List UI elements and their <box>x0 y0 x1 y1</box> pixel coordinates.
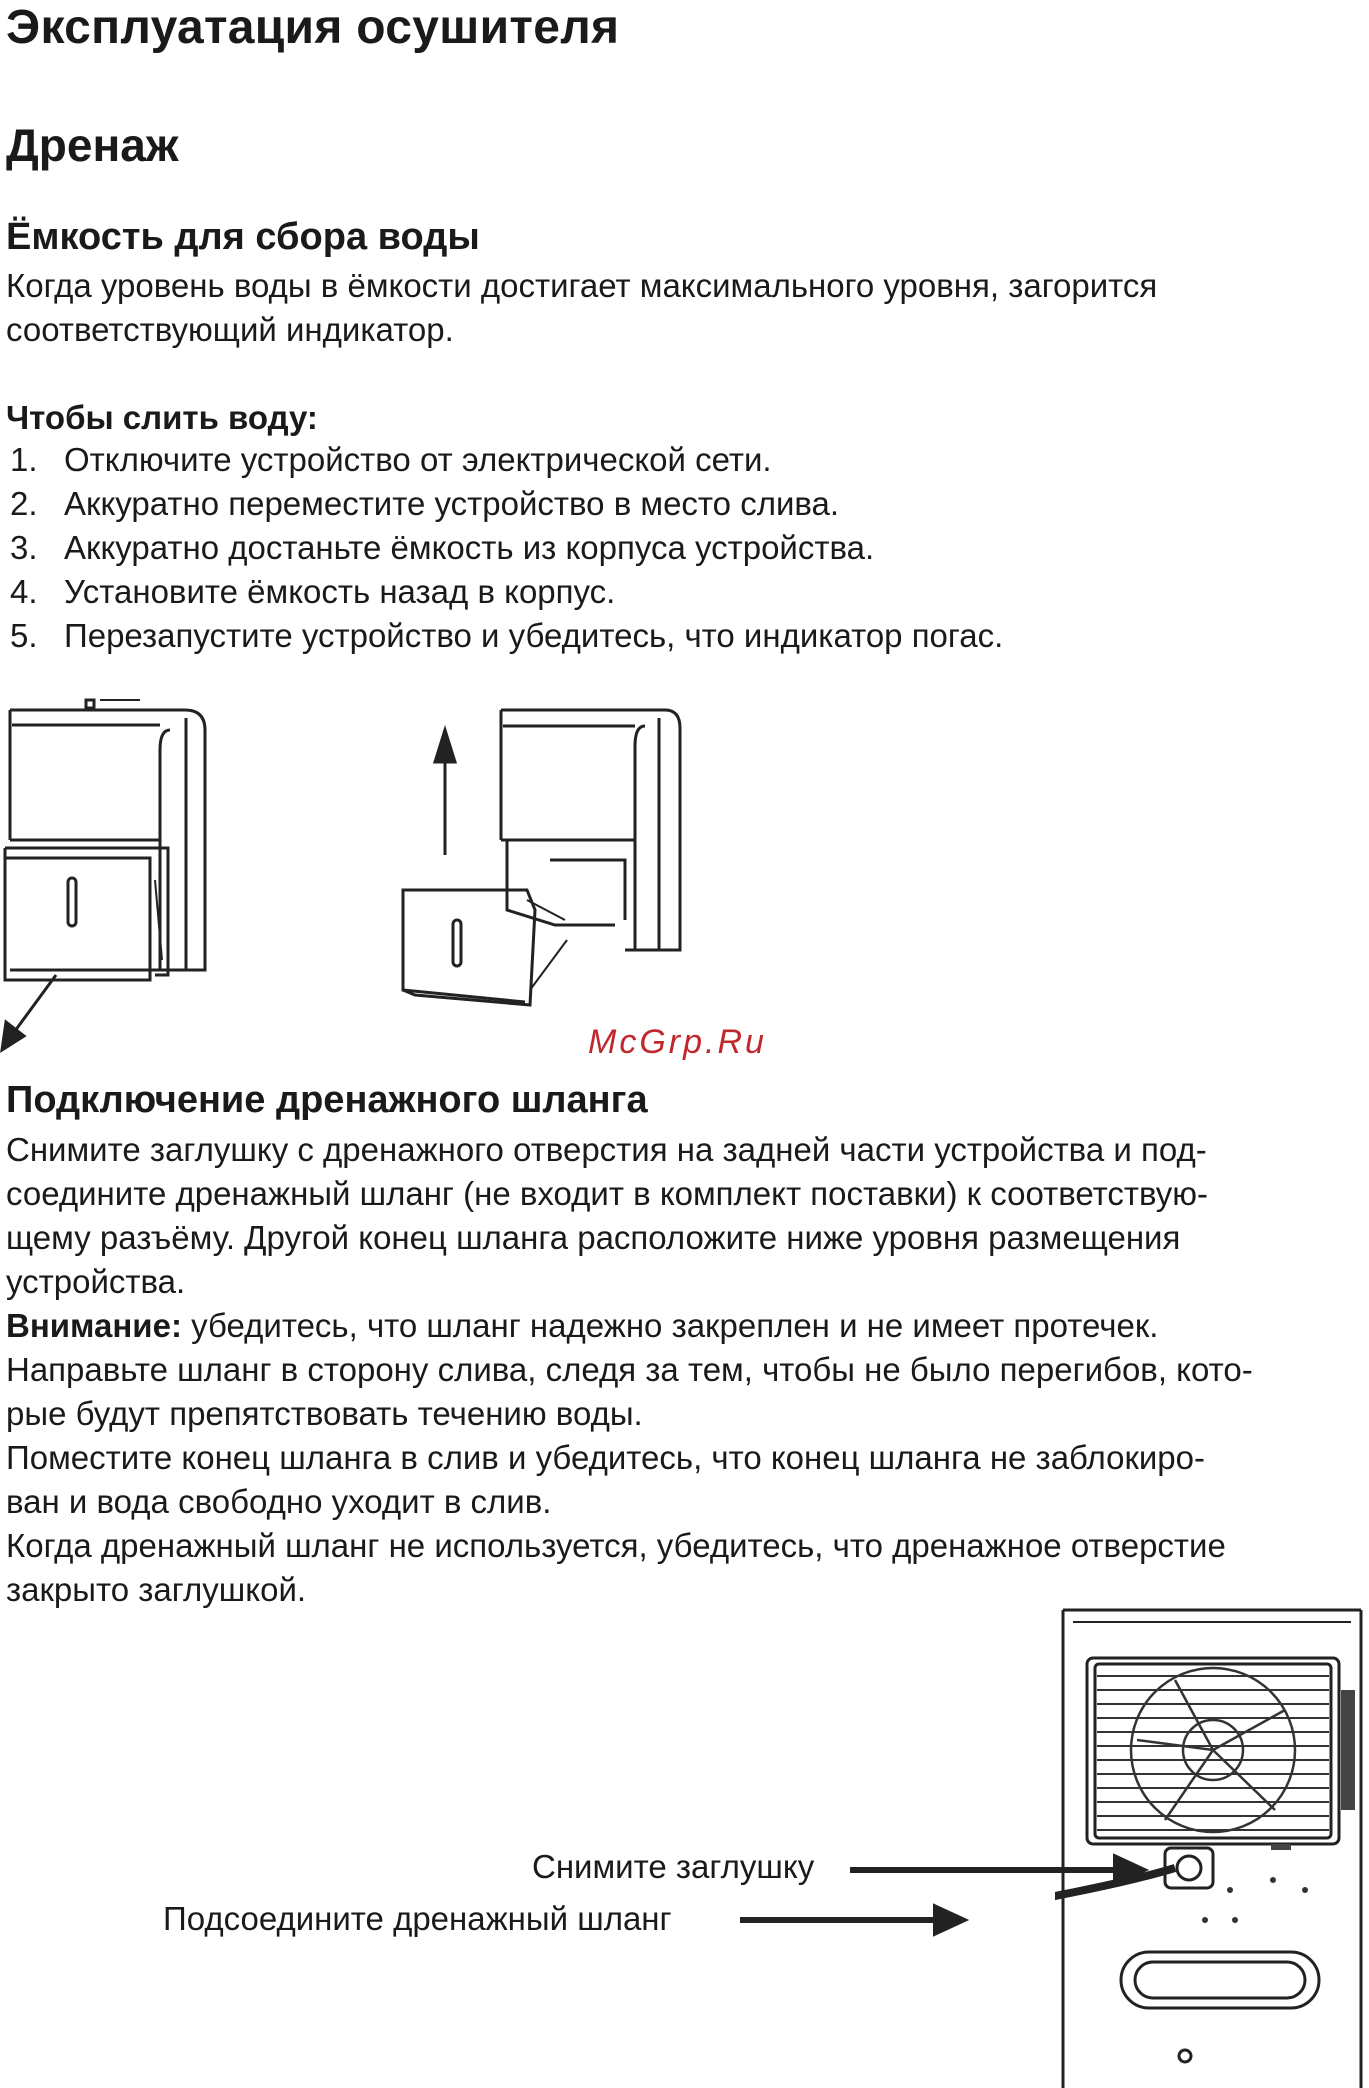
paragraph-line: Снимите заглушку с дренажного отверстия на задней части устройства и под- <box>6 1131 1207 1168</box>
step-text: Аккуратно переместите устройство в место слива. <box>64 485 840 522</box>
callout-remove-plug: Снимите заглушку <box>532 1848 815 1885</box>
page-title: Эксплуатация осушителя <box>6 1 620 54</box>
tank-heading: Ёмкость для сбора воды <box>6 216 480 258</box>
paragraph-line: рые будут препятствовать течению воды. <box>6 1395 643 1432</box>
illustration-tank-out <box>0 690 240 1060</box>
steps-heading: Чтобы слить воду: <box>6 399 318 436</box>
tank-intro <box>6 264 1356 352</box>
hose-paragraph <box>6 1128 1356 1612</box>
step-text: Аккуратно достаньте ёмкость из корпуса устройства. <box>64 529 875 566</box>
callout-connect-hose: Подсоедините дренажный шланг <box>163 1900 672 1937</box>
warning-text: убедитесь, что шланг надежно закреплен и не имеет протечек. <box>181 1307 1159 1344</box>
list-item <box>6 526 1003 570</box>
paragraph-line: Когда дренажный шланг не используется, убедитесь, что дренажное отверстие <box>6 1527 1226 1564</box>
step-text: Отключите устройство от электрической сети. <box>64 441 772 478</box>
paragraph-line: Направьте шланг в сторону слива, следя за тем, чтобы не было перегибов, кото- <box>6 1351 1253 1388</box>
hose-heading: Подключение дренажного шланга <box>6 1079 648 1121</box>
paragraph-line: закрыто заглушкой. <box>6 1571 307 1608</box>
step-number: 1. <box>10 441 38 478</box>
section-title: Дренаж <box>6 119 179 171</box>
illustration-tank-removed <box>395 690 715 1020</box>
step-text: Перезапустите устройство и убедитесь, что индикатор погас. <box>64 617 1004 654</box>
list-item <box>6 482 1003 526</box>
paragraph-line: устройства. <box>6 1263 186 1300</box>
warning-line <box>6 1304 1356 1348</box>
steps-list <box>6 438 1003 658</box>
paragraph-line: ван и вода свободно уходит в слив. <box>6 1483 552 1520</box>
step-text: Установите ёмкость назад в корпус. <box>64 573 616 610</box>
step-number: 3. <box>10 529 38 566</box>
step-number: 4. <box>10 573 38 610</box>
paragraph-line: соедините дренажный шланг (не входит в комплект поставки) к соответствую- <box>6 1175 1209 1212</box>
list-item <box>6 570 1003 614</box>
step-number: 5. <box>10 617 38 654</box>
list-item <box>6 614 1003 658</box>
warning-label: Внимание: <box>6 1307 182 1344</box>
tank-intro-line: Когда уровень воды в ёмкости достигает максимального уровня, загорится <box>6 267 1158 304</box>
illustration-back-view <box>1055 1600 1369 2088</box>
step-number: 2. <box>10 485 38 522</box>
paragraph-line: щему разъёму. Другой конец шланга расположите ниже уровня размещения <box>6 1219 1181 1256</box>
tank-intro-line: соответствующий индикатор. <box>6 311 454 348</box>
paragraph-line: Поместите конец шланга в слив и убедитесь, что конец шланга не заблокиро- <box>6 1439 1206 1476</box>
watermark: McGrp.Ru <box>588 1023 767 1061</box>
list-item <box>6 438 1003 482</box>
